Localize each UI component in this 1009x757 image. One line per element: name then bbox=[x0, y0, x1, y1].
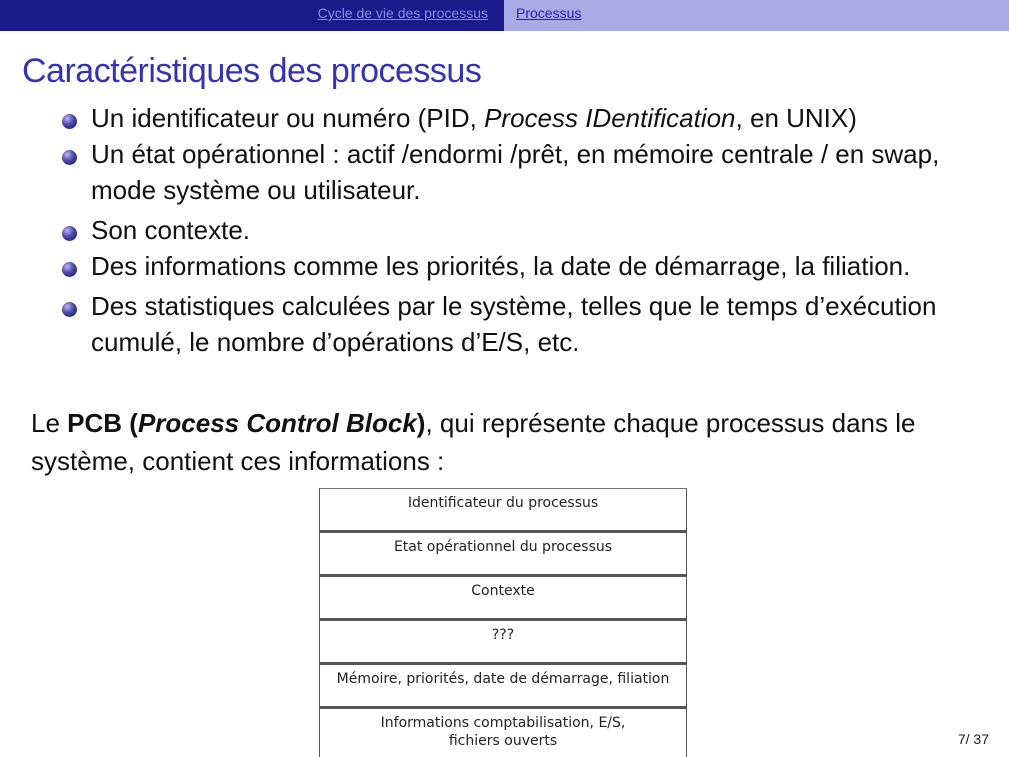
bullet-ball-icon bbox=[62, 150, 77, 165]
paragraph-text: Le bbox=[31, 408, 68, 438]
bullet-ball-icon bbox=[62, 226, 77, 241]
bullet-text-emphasis: Process IDentification bbox=[484, 103, 736, 133]
pcb-row bbox=[319, 708, 687, 757]
pcb-row-line: Informations comptabilisation, E/S, bbox=[380, 715, 626, 731]
bullet-text: Son contexte. bbox=[91, 215, 250, 245]
bullet-item bbox=[60, 248, 980, 284]
bullet-text: , en UNIX) bbox=[735, 103, 857, 133]
pcb-row: Identificateur du processus bbox=[319, 488, 687, 532]
paragraph-text: , qui représente chaque processus dans le système, contient ces informations : bbox=[31, 408, 916, 476]
paragraph-bold: PCB ( bbox=[67, 408, 138, 438]
bullet-text: Un identificateur ou numéro (PID, bbox=[91, 103, 485, 133]
pcb-row: ??? bbox=[319, 620, 687, 664]
pcb-row: Etat opérationnel du processus bbox=[319, 532, 687, 576]
bullet-text: Des informations comme les priorités, la date de démarrage, la filiation. bbox=[91, 251, 911, 281]
pcb-row: Contexte bbox=[319, 576, 687, 620]
bullet-text: Des statistiques calculées par le système, telles que le temps d’exécution cumulé, le nombre d’opérations d’E/S, etc. bbox=[91, 291, 937, 357]
bullet-list bbox=[60, 100, 980, 360]
nav-subsection-panel bbox=[504, 0, 1009, 31]
pcb-paragraph bbox=[31, 404, 991, 480]
slide-title: Caractéristiques des processus bbox=[22, 52, 482, 90]
bullet-item bbox=[60, 212, 980, 248]
pcb-diagram bbox=[319, 488, 687, 757]
bullet-text: Un état opérationnel : actif /endormi /prêt, en mémoire centrale / en swap, mode système ou utilisateur. bbox=[91, 139, 940, 205]
bullet-item bbox=[60, 100, 980, 136]
bullet-item bbox=[60, 288, 980, 360]
paragraph-bold: ) bbox=[416, 408, 426, 438]
nav-section-panel bbox=[0, 0, 504, 31]
pcb-row-line: fichiers ouverts bbox=[448, 733, 558, 749]
bullet-ball-icon bbox=[62, 262, 77, 277]
nav-link-subsection[interactable]: Processus bbox=[516, 5, 582, 21]
bullet-item bbox=[60, 136, 980, 208]
navigation-bar bbox=[0, 0, 1009, 31]
paragraph-bold-emphasis: Process Control Block bbox=[137, 408, 417, 438]
page-number: 7/ 37 bbox=[957, 731, 989, 747]
bullet-ball-icon bbox=[62, 114, 77, 129]
bullet-ball-icon bbox=[62, 302, 77, 317]
pcb-row: Mémoire, priorités, date de démarrage, filiation bbox=[319, 664, 687, 708]
nav-link-section[interactable]: Cycle de vie des processus bbox=[317, 5, 488, 21]
